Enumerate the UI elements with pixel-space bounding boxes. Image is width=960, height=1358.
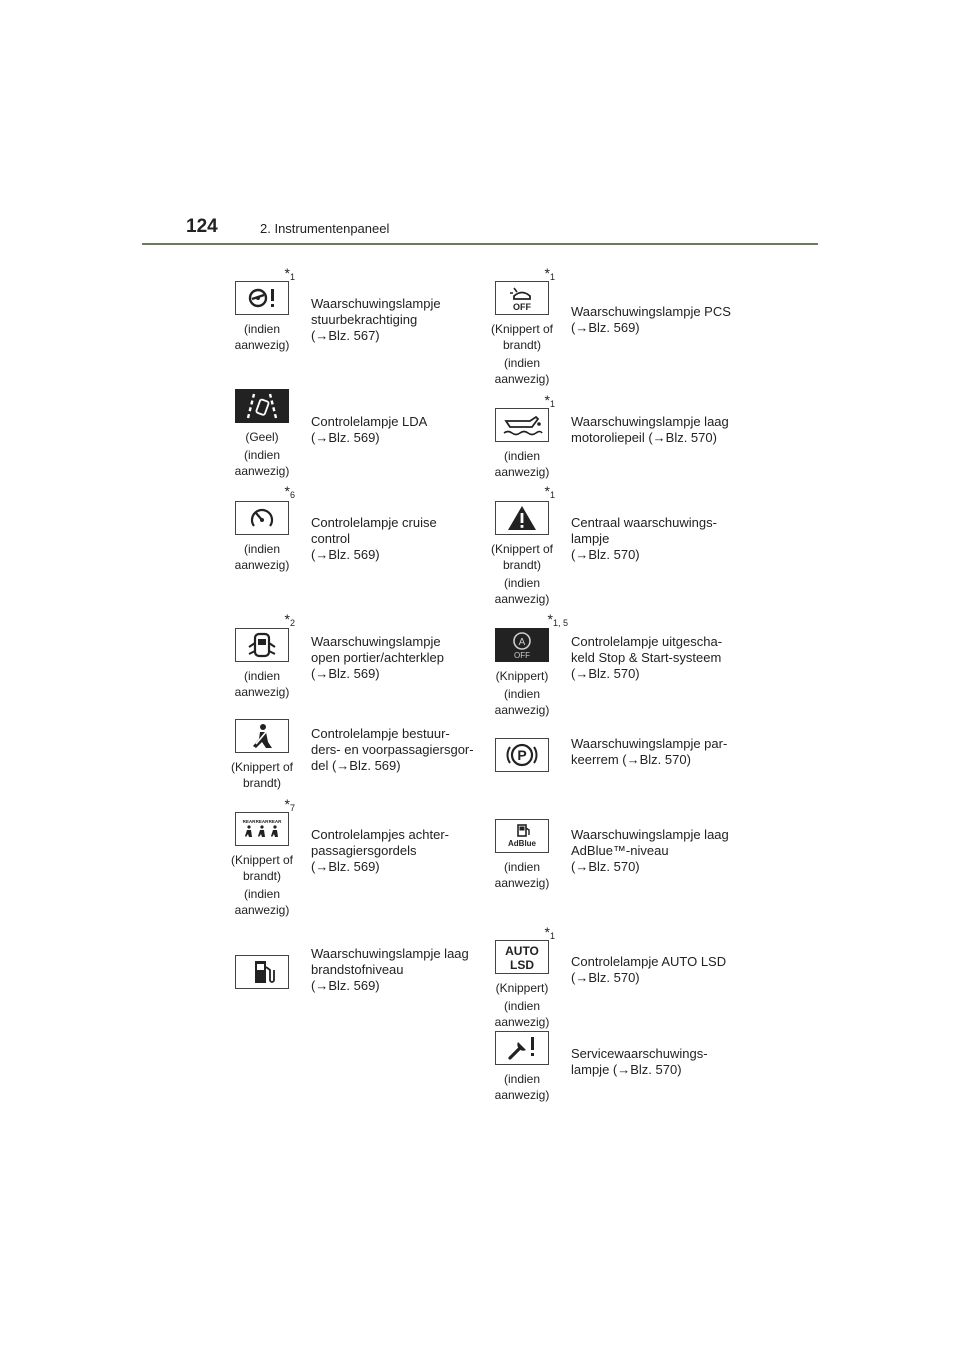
- lamp-desc: Controlelampje LDA (→Blz. 569): [311, 414, 428, 445]
- steering-lock-icon: [240, 284, 284, 312]
- stop-start-off-icon: [500, 631, 544, 659]
- lamp-oil: (indien aanwezig): [476, 408, 568, 480]
- footnote-mark: $*_2$: [284, 611, 295, 628]
- lamp-lda: (Geel) (indien aanwezig): [216, 389, 308, 479]
- svg-text:OFF: OFF: [513, 302, 531, 312]
- lamp-master-warning: (Knippert of brandt) (indien aanwezig): [476, 501, 568, 607]
- lamp-desc: Waarschuwingslampje PCS (→Blz. 569): [571, 304, 731, 335]
- svg-text:P: P: [517, 747, 527, 763]
- svg-text:AUTO: AUTO: [505, 944, 539, 958]
- lamp-desc: Centraal waarschuwings- lampje (→Blz. 570): [571, 515, 717, 562]
- lamp-desc: Waarschuwingslampje laag AdBlue™-niveau (→Blz. 570): [571, 827, 729, 874]
- lamp-adblue: AdBlue (indien aanwezig): [476, 819, 568, 891]
- lamp-fuel: [216, 955, 308, 995]
- lamp-steering: (indien aanwezig): [216, 281, 308, 353]
- cruise-control-icon: [240, 504, 284, 532]
- section-title: 2. Instrumentenpaneel: [260, 221, 390, 236]
- lamp-cruise: (indien aanwezig): [216, 501, 308, 573]
- footnote-mark: $*_1$: [544, 265, 555, 282]
- pcs-off-icon: [500, 284, 544, 312]
- footnote-mark: $*_1$: [284, 265, 295, 282]
- footnote-mark: $*_7$: [284, 796, 295, 813]
- lamp-desc: Waarschuwingslampje laag motoroliepeil (→Blz. 570): [571, 414, 729, 445]
- parking-brake-icon: [500, 741, 544, 769]
- lamp-desc: Waarschuwingslampje open portier/achterklep (→Blz. 569): [311, 634, 444, 681]
- lamp-desc: Waarschuwingslampje stuurbekrachtiging (→Blz. 567): [311, 296, 441, 343]
- open-door-icon: [240, 631, 284, 659]
- oil-level-icon: [500, 411, 544, 439]
- lamp-rear-seatbelt: REAR REAR REAR (Knippert of brandt) (indien aanwezig): [216, 812, 308, 918]
- footnote-mark: $*_{1, 5}$: [547, 611, 568, 628]
- footnote-mark: $*_1$: [544, 483, 555, 500]
- lamp-stop-start: A OFF (Knippert) (indien aanwezig): [476, 628, 568, 718]
- lamp-desc: Controlelampjes achter- passagiersgordels (→Blz. 569): [311, 827, 450, 874]
- svg-text:REAR: REAR: [255, 819, 269, 824]
- lamp-desc: Waarschuwingslampje laag brandstofniveau (→Blz. 569): [311, 946, 469, 993]
- lamp-desc: Waarschuwingslampje par- keerrem (→Blz. 570): [571, 736, 728, 767]
- svg-text:REAR: REAR: [242, 819, 256, 824]
- svg-text:LSD: LSD: [510, 958, 534, 971]
- svg-text:REAR: REAR: [268, 819, 282, 824]
- svg-text:A: A: [518, 637, 526, 648]
- lamp-open-door: (indien aanwezig): [216, 628, 308, 700]
- svg-text:OFF: OFF: [514, 651, 530, 659]
- svg-text:AdBlue: AdBlue: [508, 839, 536, 848]
- master-warning-icon: [500, 504, 544, 532]
- lamp-auto-lsd: AUTO LSD (Knippert) (indien aanwezig): [476, 940, 568, 1030]
- lamp-desc: Controlelampje bestuur- ders- en voorpassagiersgor- del (→Blz. 569): [311, 726, 474, 773]
- header-rule: [142, 243, 818, 245]
- footnote-mark: $*_6$: [284, 483, 295, 500]
- lamp-desc: Controlelampje AUTO LSD (→Blz. 570): [571, 954, 727, 985]
- lamp-service: (indien aanwezig): [476, 1031, 568, 1103]
- fuel-icon: [240, 958, 284, 986]
- seatbelt-icon: [240, 722, 284, 750]
- footnote-mark: $*_1$: [544, 392, 555, 409]
- lda-icon: [240, 392, 284, 420]
- auto-lsd-icon: [500, 943, 544, 971]
- footnote-mark: $*_1$: [544, 924, 555, 941]
- lamp-desc: Controlelampje uitgescha- keld Stop & Start-systeem (→Blz. 570): [571, 634, 723, 681]
- service-warning-icon: [500, 1034, 544, 1062]
- lamp-pcs: OFF (Knippert of brandt) (indien aanwezig): [476, 281, 568, 387]
- lamp-desc: Servicewaarschuwings- lampje (→Blz. 570): [571, 1046, 708, 1077]
- page-number: 124: [186, 216, 218, 237]
- lamp-seatbelt: (Knippert of brandt): [216, 719, 308, 793]
- adblue-icon: [500, 822, 544, 850]
- rear-seatbelt-icon: [240, 815, 284, 843]
- lamp-parking-brake: [476, 738, 568, 778]
- lamp-desc: Controlelampje cruise control (→Blz. 569): [311, 515, 437, 562]
